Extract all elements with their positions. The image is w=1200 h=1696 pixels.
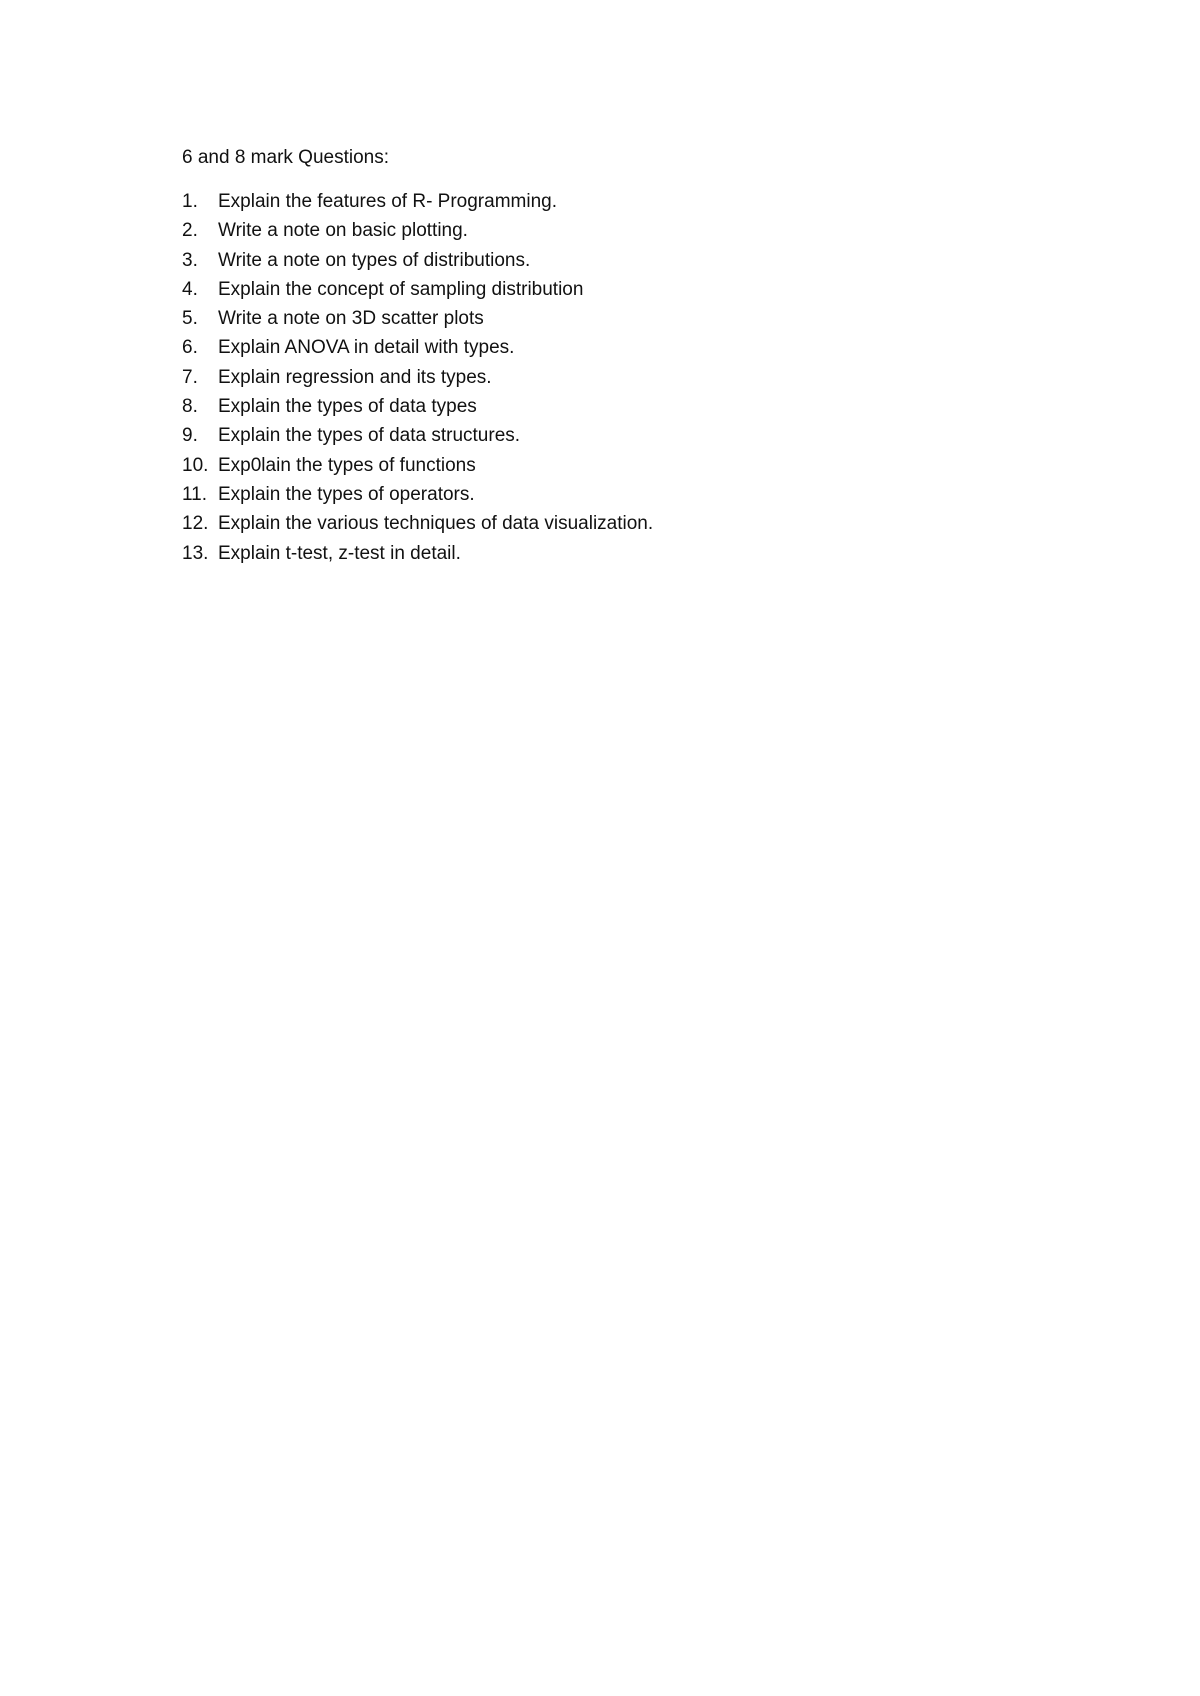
question-text: Explain the types of data structures. [218, 425, 521, 447]
question-text: Explain the types of operators. [218, 483, 475, 505]
question-number: 13. [182, 542, 209, 564]
question-number: 5. [182, 308, 198, 330]
question-number: 1. [182, 191, 198, 212]
list-item [182, 425, 653, 454]
questions-list [182, 191, 653, 572]
question-number: 2. [182, 220, 198, 242]
question-number: 6. [182, 337, 198, 359]
list-item [182, 367, 653, 396]
question-number: 11. [182, 483, 208, 505]
question-number: 9. [182, 425, 198, 447]
section-heading: 6 and 8 mark Questions: [182, 147, 389, 168]
list-item [182, 396, 653, 425]
list-item [182, 279, 653, 308]
list-item [182, 191, 653, 220]
list-item [182, 455, 653, 484]
question-text: Exp0lain the types of functions [218, 454, 476, 476]
question-text: Explain the features of R- Programming. [218, 191, 557, 212]
list-item [182, 220, 653, 249]
list-item [182, 250, 653, 279]
question-text: Explain regression and its types. [218, 366, 492, 388]
question-text: Explain t-test, z-test in detail. [218, 542, 461, 564]
list-item [182, 337, 653, 366]
list-item [182, 484, 653, 513]
question-number: 7. [182, 366, 198, 388]
question-text: Explain ANOVA in detail with types. [218, 337, 515, 359]
question-number: 12. [182, 513, 209, 535]
question-number: 4. [182, 278, 198, 300]
question-text: Explain the types of data types [218, 396, 477, 418]
question-text: Write a note on types of distributions. [218, 249, 531, 271]
question-text: Write a note on basic plotting. [218, 220, 468, 242]
question-number: 3. [182, 249, 198, 271]
question-text: Explain the various techniques of data visualization. [218, 513, 654, 535]
question-text: Write a note on 3D scatter plots [218, 308, 484, 330]
question-text: Explain the concept of sampling distribution [218, 278, 584, 300]
list-item [182, 513, 653, 542]
list-item [182, 543, 653, 572]
question-number: 10. [182, 454, 209, 476]
list-item [182, 308, 653, 337]
question-number: 8. [182, 396, 198, 418]
